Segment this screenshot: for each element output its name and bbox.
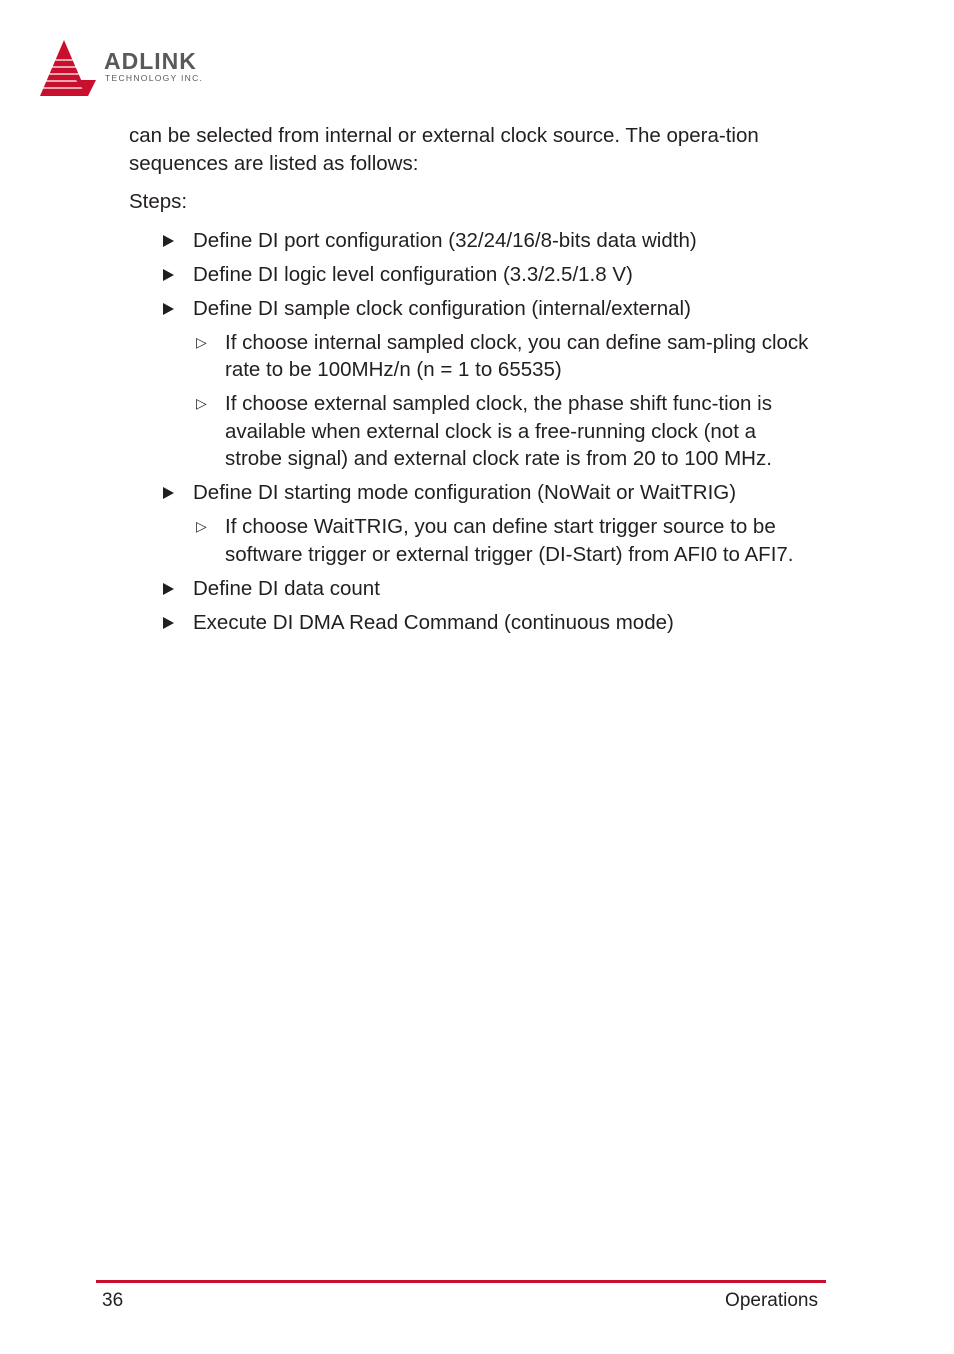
intro-paragraph: can be selected from internal or external clock source. The opera-tion sequences are listed as follows: [129, 124, 759, 175]
step-item [129, 609, 809, 637]
footer-divider [96, 1280, 826, 1283]
step-text: Define DI port configuration (32/24/16/8-bits data width) [193, 228, 697, 252]
triangle-bullet-icon [163, 487, 174, 499]
triangle-bullet-icon [163, 235, 174, 247]
step-text: Define DI sample clock configuration (internal/external) [193, 296, 691, 320]
triangle-bullet-icon [163, 269, 174, 281]
sub-step-item [129, 329, 809, 384]
sub-step-text: If choose internal sampled clock, you can define sam-pling clock rate to be 100MHz/n (n = 1 to 65535) [225, 330, 809, 381]
sub-step-text: If choose WaitTRIG, you can define start trigger source to be software trigger or external trigger (DI-Start) from AFI0 to AFI7. [225, 515, 794, 566]
sub-step-item [129, 513, 809, 568]
step-item [129, 575, 809, 603]
sub-step-text: If choose external sampled clock, the phase shift func-tion is available when external clock is a free-running clock (not a strobe signal) and external clock rate is from 20 to 100 MHz. [225, 392, 772, 470]
adlink-logo-icon [38, 38, 100, 100]
steps-label: Steps: [129, 190, 188, 213]
step-item [129, 227, 809, 255]
step-text: Define DI starting mode configuration (NoWait or WaitTRIG) [193, 481, 737, 504]
step-item [129, 295, 809, 323]
triangle-bullet-icon [163, 617, 174, 629]
logo-text: ADLINK [104, 48, 197, 74]
step-text: Execute DI DMA Read Command (continuous mode) [193, 610, 674, 634]
main-content [129, 122, 809, 643]
step-item [129, 261, 809, 289]
hollow-triangle-bullet-icon: ▷ [196, 395, 207, 411]
adlink-logo [38, 38, 238, 100]
step-text: Define DI logic level configuration (3.3/2.5/1.8 V) [193, 262, 633, 286]
step-text: Define DI data count [193, 576, 380, 600]
hollow-triangle-bullet-icon: ▷ [196, 333, 207, 350]
step-item [129, 479, 809, 507]
sub-step-item [129, 390, 809, 473]
section-name: Operations [725, 1290, 818, 1311]
hollow-triangle-bullet-icon: ▷ [196, 518, 207, 534]
page-number: 36 [102, 1290, 124, 1311]
triangle-bullet-icon [163, 583, 174, 595]
triangle-bullet-icon [163, 303, 174, 315]
logo-subtext: TECHNOLOGY INC. [105, 73, 204, 83]
